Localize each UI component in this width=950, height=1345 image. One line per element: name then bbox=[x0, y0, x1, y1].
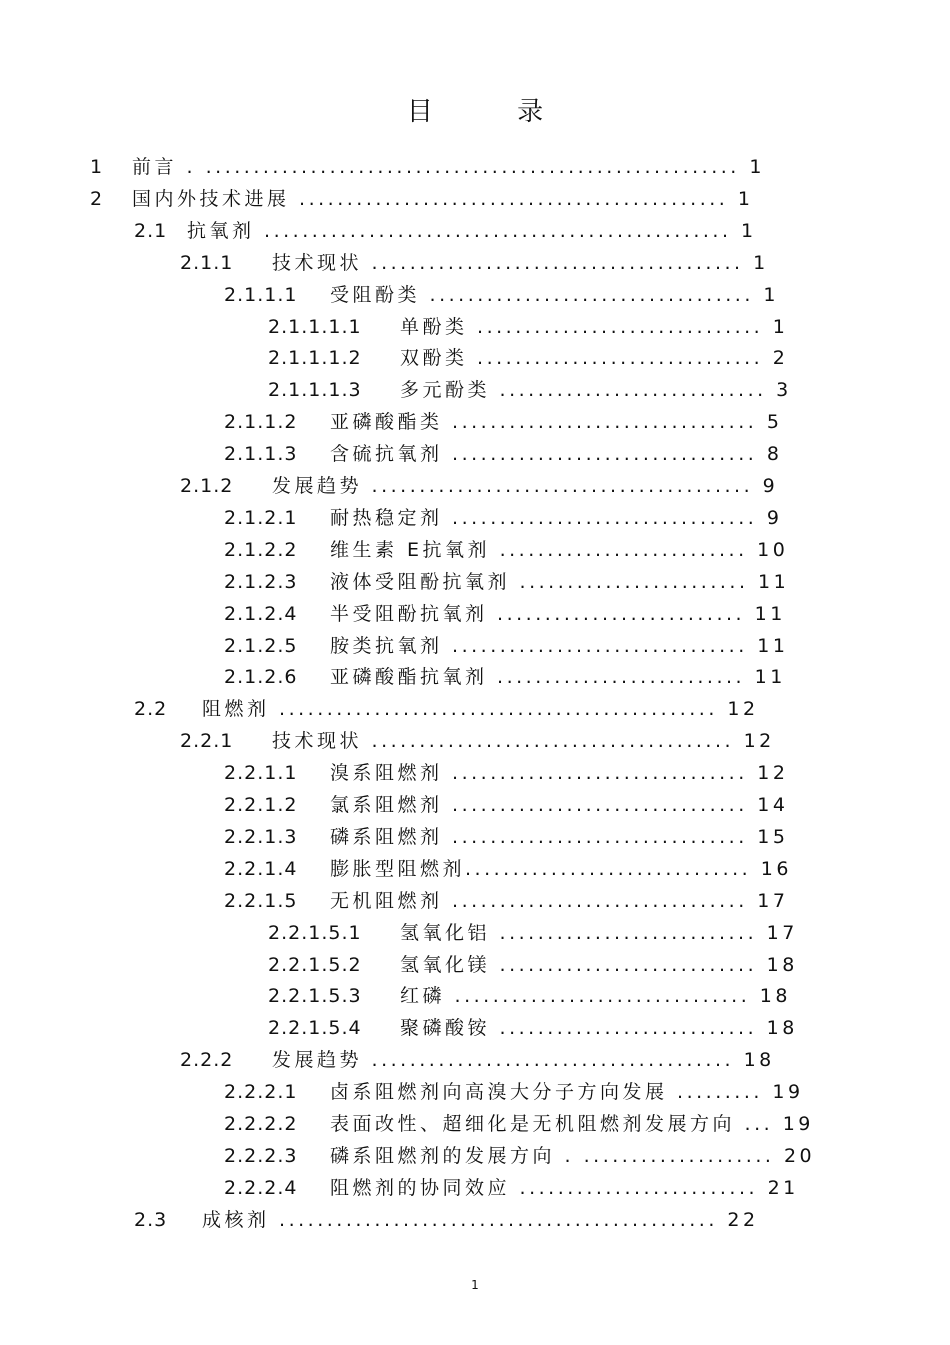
toc-entry-number: 2.2.1.5 bbox=[224, 889, 298, 912]
toc-entry[interactable] bbox=[0, 215, 950, 247]
toc-entry-number: 2.2.1.4 bbox=[224, 857, 298, 880]
toc-entry-label: 亚磷酸酯类 ................................ 5 bbox=[330, 411, 783, 434]
toc-entry-label: 抗氧剂 ................................................. 1 bbox=[187, 219, 757, 242]
toc-entry-number: 2.2.2.2 bbox=[224, 1113, 298, 1135]
toc-entry[interactable] bbox=[0, 311, 950, 343]
toc-entry-number: 2.2.1.5.3 bbox=[268, 985, 362, 1008]
toc-entry-label: 发展趋势 ........................................ 9 bbox=[272, 475, 779, 497]
toc-entry[interactable] bbox=[0, 1172, 950, 1204]
toc-entry[interactable] bbox=[0, 566, 950, 598]
toc-entry-number: 2.2.1.1 bbox=[224, 762, 298, 785]
toc-entry[interactable] bbox=[0, 853, 950, 885]
toc-entry-number: 2.1.1.1.2 bbox=[268, 347, 362, 370]
toc-entry-label: 维生素 E抗氧剂 .......................... 10 bbox=[330, 538, 789, 561]
toc-entry-number: 2.1.1.2 bbox=[224, 411, 298, 434]
toc-entry[interactable] bbox=[0, 470, 950, 502]
toc-entry-label: 成核剂 .............................................. 22 bbox=[202, 1208, 759, 1231]
toc-entry-label: 耐热稳定剂 ................................ 9 bbox=[330, 506, 783, 529]
toc-entry[interactable] bbox=[0, 1204, 950, 1236]
toc-entry-label: 技术现状 ...................................... 12 bbox=[272, 730, 775, 753]
toc-entry[interactable] bbox=[0, 821, 950, 853]
toc-entry-number: 2.3 bbox=[134, 1208, 168, 1231]
toc-entry[interactable] bbox=[0, 598, 950, 630]
toc-entry[interactable] bbox=[0, 374, 950, 406]
toc-entry[interactable] bbox=[0, 279, 950, 311]
toc-entry[interactable] bbox=[0, 885, 950, 917]
toc-entry-label: 氯系阻燃剂 ............................... 14 bbox=[330, 794, 789, 816]
toc-entry-label: 阻燃剂 .............................................. 12 bbox=[202, 698, 759, 721]
toc-entry-label: 磷系阻燃剂 ............................... 15 bbox=[330, 825, 789, 848]
toc-entry-number: 2.1.2.2 bbox=[224, 538, 298, 561]
toc-entry[interactable] bbox=[0, 949, 950, 981]
toc-entry-label: 双酚类 .............................. 2 bbox=[400, 347, 789, 370]
toc-entry-number: 2.1.2.4 bbox=[224, 602, 298, 625]
toc-entry[interactable] bbox=[0, 534, 950, 566]
toc-entry[interactable] bbox=[0, 502, 950, 534]
toc-entry-label: 单酚类 .............................. 1 bbox=[400, 315, 789, 338]
toc-entry-label: 半受阻酚抗氧剂 .......................... 11 bbox=[330, 602, 786, 625]
toc-entry-number: 2.2.1 bbox=[180, 730, 234, 753]
toc-entry-number: 2.2.1.5.4 bbox=[268, 1017, 362, 1040]
toc-entry[interactable] bbox=[0, 725, 950, 757]
toc-entry-number: 2.2.1.5.1 bbox=[268, 921, 362, 944]
toc-entry[interactable] bbox=[0, 1012, 950, 1044]
toc-entry-number: 2.1.1.3 bbox=[224, 443, 298, 466]
toc-entry[interactable] bbox=[0, 661, 950, 693]
toc-entry[interactable] bbox=[0, 630, 950, 662]
toc-entry-label: 膨胀型阻燃剂.............................. 16 bbox=[330, 857, 792, 880]
toc-entry[interactable] bbox=[0, 406, 950, 438]
toc-entry-number: 2.1.2.6 bbox=[224, 666, 298, 689]
toc-entry-number: 2.1.1.1 bbox=[224, 283, 298, 306]
toc-entry[interactable] bbox=[0, 438, 950, 470]
toc-entry-label: 氢氧化镁 ........................... 18 bbox=[400, 953, 798, 976]
toc-entry-label: 磷系阻燃剂的发展方向 . .................... 20 bbox=[330, 1144, 816, 1167]
toc-entry[interactable] bbox=[0, 183, 950, 215]
toc-entry-label: 前言 . ........................................................ 1 bbox=[132, 156, 765, 178]
toc-entry-number: 2.2.2.3 bbox=[224, 1144, 298, 1167]
toc-entry-number: 2.2.1.5.2 bbox=[268, 953, 362, 976]
toc-entry-label: 受阻酚类 .................................. 1 bbox=[330, 283, 780, 306]
toc-entry[interactable] bbox=[0, 1140, 950, 1172]
toc-entry-label: 技术现状 ....................................... 1 bbox=[272, 251, 769, 274]
toc-entry[interactable] bbox=[0, 917, 950, 949]
toc-entry-number: 2.1.2 bbox=[180, 475, 234, 497]
toc-entry-label: 表面改性、超细化是无机阻燃剂发展方向 ... 19 bbox=[330, 1113, 814, 1135]
toc-entry-label: 溴系阻燃剂 ............................... 12 bbox=[330, 762, 789, 785]
toc-entry-label: 含硫抗氧剂 ................................ 8 bbox=[330, 443, 783, 466]
toc-entry-label: 红磷 ............................... 18 bbox=[400, 985, 791, 1008]
toc-entry-label: 卤系阻燃剂向高溴大分子方向发展 ......... 19 bbox=[330, 1081, 804, 1104]
toc-entry-number: 2.2.2.1 bbox=[224, 1081, 298, 1104]
toc-entry-number: 2.1.2.3 bbox=[224, 570, 298, 593]
page-number: 1 bbox=[471, 1278, 479, 1292]
toc-entry-number: 2.1.1.1.1 bbox=[268, 315, 362, 338]
toc-entry-number: 2.1.1 bbox=[180, 251, 234, 274]
toc-entry-number: 2.1.2.5 bbox=[224, 634, 298, 657]
toc-entry-label: 阻燃剂的协同效应 ......................... 21 bbox=[330, 1176, 799, 1199]
toc-entry-number: 2.2.1.3 bbox=[224, 825, 298, 848]
toc-entry[interactable] bbox=[0, 151, 950, 183]
toc-entry-label: 聚磷酸铵 ........................... 18 bbox=[400, 1017, 798, 1040]
toc-entry-number: 1 bbox=[90, 156, 104, 178]
toc-entry[interactable] bbox=[0, 1044, 950, 1076]
toc-entry[interactable] bbox=[0, 342, 950, 374]
toc-entry-label: 多元酚类 ............................ 3 bbox=[400, 379, 792, 402]
toc-entry-label: 发展趋势 ...................................... 18 bbox=[272, 1049, 775, 1072]
toc-entry[interactable] bbox=[0, 1108, 950, 1140]
toc-entry-number: 2.1.2.1 bbox=[224, 506, 298, 529]
toc-entry-number: 2.2.2.4 bbox=[224, 1176, 298, 1199]
toc-entry-label: 国内外技术进展 ............................................. 1 bbox=[132, 187, 754, 210]
toc-entry-number: 2.1.1.1.3 bbox=[268, 379, 362, 402]
toc-entry[interactable] bbox=[0, 693, 950, 725]
toc-entry[interactable] bbox=[0, 757, 950, 789]
toc-entry[interactable] bbox=[0, 1076, 950, 1108]
toc-entry-label: 胺类抗氧剂 ............................... 11 bbox=[330, 634, 789, 657]
toc-entry-number: 2.2.2 bbox=[180, 1049, 234, 1072]
toc-entry[interactable] bbox=[0, 247, 950, 279]
page-title: 目 录 bbox=[406, 97, 582, 127]
toc-entry[interactable] bbox=[0, 789, 950, 821]
toc-entry-number: 2.1 bbox=[134, 219, 168, 242]
toc-entry-label: 液体受阻酚抗氧剂 ........................ 11 bbox=[330, 570, 790, 593]
toc-entry-label: 无机阻燃剂 ............................... 17 bbox=[330, 889, 789, 912]
toc-entry-number: 2.2.1.2 bbox=[224, 794, 298, 816]
toc-entry[interactable] bbox=[0, 980, 950, 1012]
toc-entry-label: 氢氧化铝 ........................... 17 bbox=[400, 921, 798, 944]
toc-entry-number: 2 bbox=[90, 187, 104, 210]
toc-entry-number: 2.2 bbox=[134, 698, 168, 721]
toc-entry-label: 亚磷酸酯抗氧剂 .......................... 11 bbox=[330, 666, 786, 689]
